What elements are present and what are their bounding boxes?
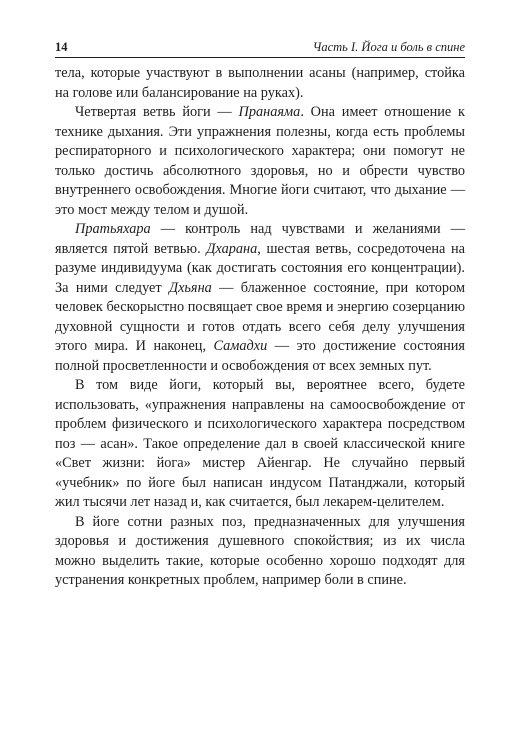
text-segment: — блаженное состояние, при котором человек бескорыстно посвящает свое время и энергию созерцанию духовной сущности и готов отдать всего себя делу улучшения этого мира. И наконец, xyxy=(55,279,465,354)
paragraph-5 xyxy=(55,513,465,591)
body-text xyxy=(55,64,465,591)
text-segment: В йоге сотни разных поз, предназначенных для улучшения здоровья и достижения душевного спокойствия; из их числа можно выделить такие, которые особенно хорошо подходят для устранения конкретных проблем, например боли в спине. xyxy=(55,513,465,588)
text-segment: В том виде йоги, который вы, вероятнее всего, будете использовать, «упражнения направлены на самоосвобождение от проблем физического и психологического характера посредством поз — асан». Такое определение дал в своей классической книге «Свет жизни: йога» мистер Айенгар. Не случайно первый «учебник» по йоге был написан индусом Патанджали, который жил тысячи лет назад и, как считается, был лекарем-целителем. xyxy=(55,377,465,510)
paragraph-4 xyxy=(55,376,465,513)
section-title: Часть I. Йога и боль в спине xyxy=(312,40,465,54)
text-segment: — это достижение состояния полной просветленности и освобождения от всех земных пут. xyxy=(55,338,465,374)
term-pranayama: Пранаяма xyxy=(238,104,301,120)
paragraph-2 xyxy=(55,103,465,220)
text-segment: Четвертая ветвь йоги — xyxy=(75,104,239,120)
term-samadhi: Самадхи xyxy=(213,338,268,354)
running-header xyxy=(55,40,465,58)
paragraph-1 xyxy=(55,64,465,103)
page-number: 14 xyxy=(55,40,68,54)
book-page xyxy=(55,40,465,591)
term-dharana: Дхарана xyxy=(206,240,258,257)
text-segment: тела, которые участвуют в выполнении асаны (например, стойка на голове или балансирование на руках). xyxy=(55,65,465,101)
paragraph-3 xyxy=(55,220,465,376)
term-dhyana: Дхьяна xyxy=(168,279,212,296)
text-segment: — контроль над чувствами и желаниями — является пятой ветвью. xyxy=(55,221,465,257)
term-pratyahara: Пратьяхара xyxy=(75,221,151,237)
text-segment: , шестая ветвь, сосредоточена на разуме индивидуума (как достигать состояния его концентрации). За ними следует xyxy=(55,240,466,296)
text-segment: . Она имеет отношение к технике дыхания. Эти упражнения полезны, когда есть проблемы респираторного и психологического характера; они помогут не только достичь абсолютного здоровья, но и обрести чувство внутреннего освобождения. Многие йоги считают, что дыхание — это мост между телом и душой. xyxy=(55,104,465,218)
